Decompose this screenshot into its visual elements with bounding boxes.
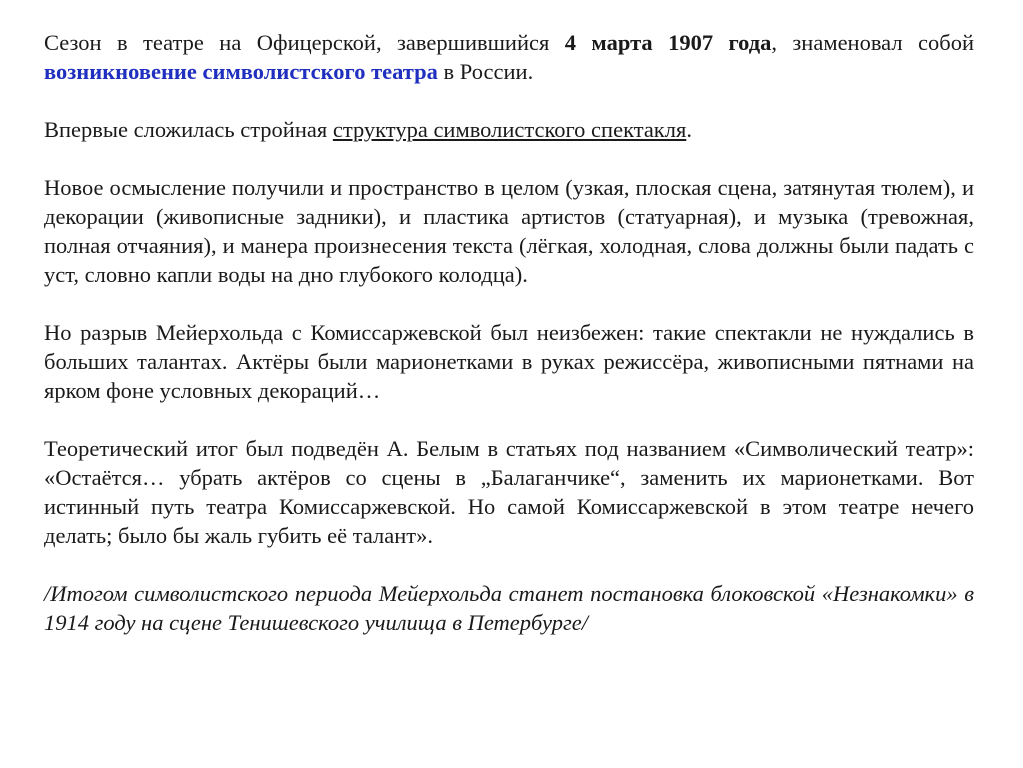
paragraph-season [44,28,974,86]
symbolist-theatre-highlight: возникновение символистского театра [44,59,438,84]
season-text-end: в России. [437,59,534,84]
slide-content [44,28,974,637]
paragraph-structure [44,115,974,144]
structure-text-start: Впервые сложилась стройная [44,117,333,142]
paragraph-new-understanding: Новое осмысление получили и пространство в целом (узкая, плоская сцена, затянутая тюлем), и декорации (живописные задники), и пластика артистов (статуарная), и музыка (тревожная, полная отчаяния), и манера произнесения текста (лёгкая, холодная, слова должны были падать с уст, словно капли воды на дно глубокого колодца). [44,175,974,287]
season-date: 4 марта 1907 года [564,30,772,55]
paragraph-neznakomka: /Итогом символистского периода Мейерхольда станет постановка блоковской «Незнакомки» в 1914 году на сцене Тенишевского училища в Петербурге/ [44,581,974,635]
structure-underlined: структура символистского спектакля [332,117,687,142]
paragraph-bely-theory: Теоретический итог был подведён А. Белым в статьях под названием «Символический театр»: «Остаётся… убрать актёров со сцены в „Балаганчике“, заменить их марионетками. Вот истинный путь театра Комиссаржевской. Но самой Комиссаржевской в этом театре нечего делать; было бы жаль губить её талант». [44,436,974,548]
season-text-start: Сезон в театре на Офицерской, завершившийся [44,30,565,55]
season-text-middle: , знаменовал собой [771,30,974,55]
structure-text-end: . [686,117,692,142]
paragraph-break-with-komissarzhevskaya: Но разрыв Мейерхольда с Комиссаржевской был неизбежен: такие спектакли не нуждались в больших талантах. Актёры были марионетками в руках режиссёра, живописными пятнами на ярком фоне условных декораций… [44,320,974,403]
